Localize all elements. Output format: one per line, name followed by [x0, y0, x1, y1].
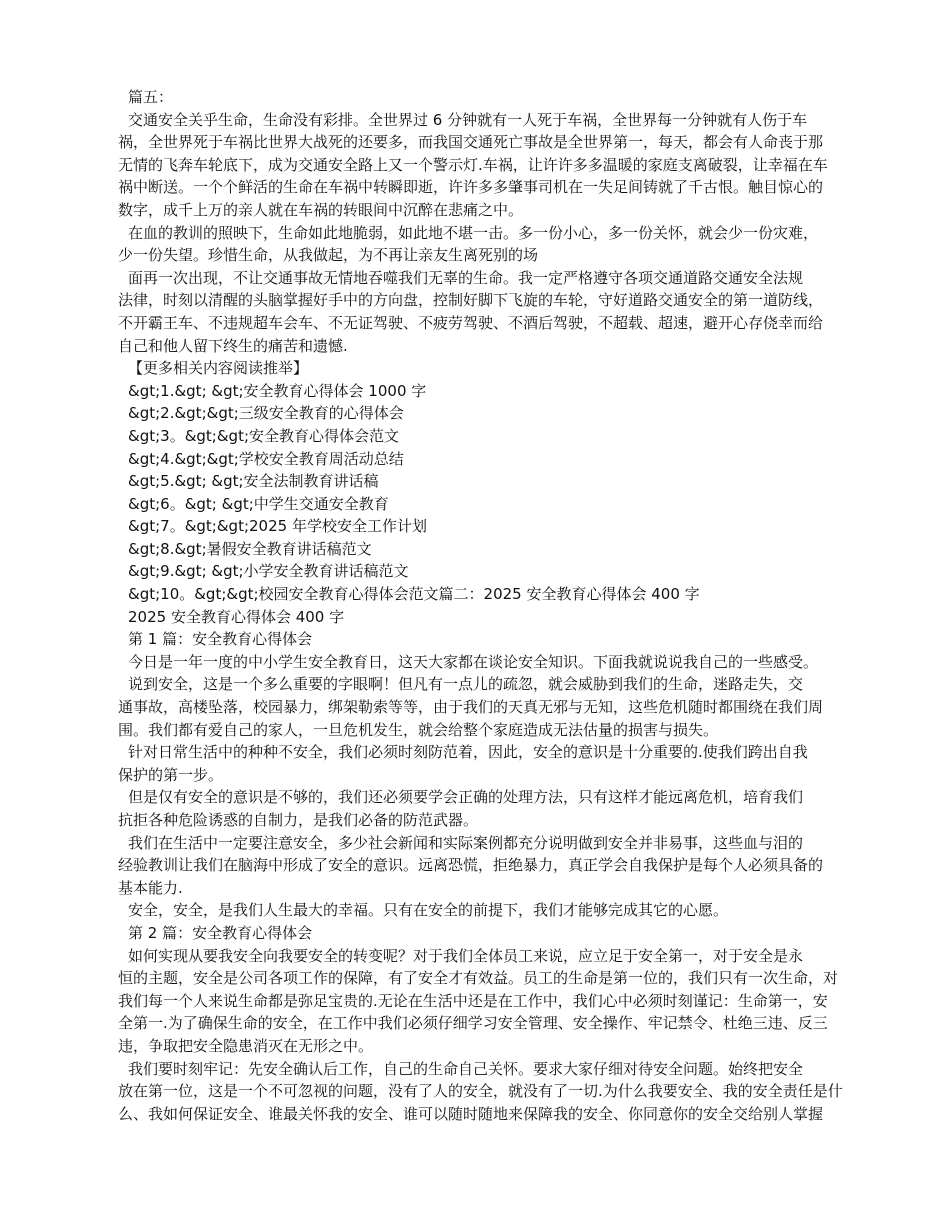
paragraph-line: 违，争取把安全隐患消灭在无形之中。 [118, 1036, 374, 1055]
paragraph-line: 今日是一年一度的中小学生安全教育日，这天大家都在谈论安全知识。下面我就说说我自己的一些感受。 [128, 652, 819, 671]
paragraph-line: 不开霸王车、不违规超车会车、不无证驾驶、不疲劳驾驶、不酒后驾驶，不超载、超速，避开心存侥幸而给 [118, 313, 824, 332]
recommend-link[interactable]: &gt;10。&gt;&gt;校园安全教育心得体会范文篇二：2025 安全教育心得体会 400 字 [128, 585, 700, 604]
paragraph-line: 说到安全，这是一个多么重要的字眼啊！但凡有一点儿的疏忽，就会威胁到我们的生命，迷路走失，交 [128, 675, 804, 694]
recommend-link[interactable]: &gt;1.&gt; &gt;安全教育心得体会 1000 字 [128, 381, 427, 400]
recommend-heading: 【更多相关内容阅读推举】 [128, 359, 309, 378]
paragraph-line: 恒的主题，安全是公司各项工作的保障，有了安全才有效益。员工的生命是第一位的，我们只有一次生命，对 [118, 969, 839, 988]
article-title: 2025 安全教育心得体会 400 字 [128, 607, 345, 626]
paragraph-line: 自己和他人留下终生的痛苦和遗憾. [118, 336, 348, 355]
paragraph-line: 基本能力. [118, 878, 183, 897]
section-heading: 第 2 篇：安全教育心得体会 [128, 923, 313, 942]
section-heading: 第 1 篇：安全教育心得体会 [128, 630, 313, 649]
paragraph-line: 全第一.为了确保生命的安全，在工作中我们必须仔细学习安全管理、安全操作、牢记禁令、杜绝三违、反三 [118, 1014, 828, 1033]
paragraph-line: 么、我如何保证安全、谁最关怀我的安全、谁可以随时随地来保障我的安全、你同意你的安全交给别人掌握 [118, 1104, 824, 1123]
paragraph-line: 围。我们都有爱自己的家人，一旦危机发生，就会给整个家庭造成无法估量的损害与损失。 [118, 720, 719, 739]
recommend-link[interactable]: &gt;4.&gt;&gt;学校安全教育周活动总结 [128, 449, 404, 468]
paragraph-line: 交通安全关乎生命，生命没有彩排。全世界过 6 分钟就有一人死于车祸，全世界每一分钟就有人伤于车 [128, 110, 808, 129]
paragraph-line: 抗拒各种危险诱惑的自制力，是我们必备的防范武器。 [118, 811, 479, 829]
recommend-link[interactable]: &gt;5.&gt; &gt;安全法制教育讲话稿 [128, 472, 379, 491]
paragraph-line: 经验教训让我们在脑海中形成了安全的意识。远离恐慌，拒绝暴力，真正学会自我保护是每个人必须具备的 [118, 856, 824, 875]
paragraph-line: 祸，全世界死于车祸比世界大战死的还要多，而我国交通死亡事故是全世界第一，每天，都会有人命丧于那 [118, 133, 824, 152]
paragraph-line: 我们在生活中一定要注意安全，多少社会新闻和实际案例都充分说明做到安全并非易事，这些血与泪的 [128, 833, 804, 852]
recommend-link[interactable]: &gt;8.&gt;暑假安全教育讲话稿范文 [128, 539, 372, 558]
paragraph-line: 法律，时刻以清醒的头脑掌握好手中的方向盘，控制好脚下飞旋的车轮，守好道路交通安全的第一道防线， [118, 291, 824, 310]
paragraph-line: 我们要时刻牢记：先安全确认后工作，自己的生命自己关怀。要求大家仔细对待安全问题。始终把安全 [128, 1059, 804, 1078]
paragraph-line: 保护的第一步。 [118, 765, 224, 784]
paragraph-line: 如何实现从要我安全向我要安全的转变呢？对于我们全体员工来说，应立足于安全第一，对于安全是永 [128, 946, 804, 965]
paragraph-line: 安全，安全，是我们人生最大的幸福。只有在安全的前提下，我们才能够完成其它的心愿。 [128, 901, 729, 920]
recommend-link[interactable]: &gt;9.&gt; &gt;小学安全教育讲话稿范文 [128, 562, 409, 581]
paragraph-line: 在血的教训的照映下，生命如此地脆弱，如此地不堪一击。多一份小心，多一份关怀，就会少一份灾难， [128, 223, 819, 242]
paragraph-line: 无情的飞奔车轮底下，成为交通安全路上又一个警示灯.车祸，让许许多多温暖的家庭支离破裂，让幸福在车 [118, 155, 828, 174]
recommend-link[interactable]: &gt;7。&gt;&gt;2025 年学校安全工作计划 [128, 517, 427, 536]
recommend-link[interactable]: &gt;3。&gt;&gt;安全教育心得体会范文 [128, 426, 400, 445]
document-body [118, 86, 870, 1125]
paragraph-line: 放在第一位，这是一个不可忽视的问题，没有了人的安全，就没有了一切.为什么我要安全、我的安全责任是什 [118, 1082, 843, 1101]
recommend-link[interactable]: &gt;2.&gt;&gt;三级安全教育的心得体会 [128, 404, 404, 423]
paragraph-line: 祸中断送。一个个鲜活的生命在车祸中转瞬即逝，许许多多肇事司机在一失足间铸就了千古恨。触目惊心的 [118, 178, 824, 197]
paragraph-line: 但是仅有安全的意识是不够的，我们还必须要学会正确的处理方法，只有这样才能远离危机，培育我们 [128, 788, 804, 807]
paragraph-line: 通事故，高楼坠落，校园暴力，绑架勒索等等，由于我们的天真无邪与无知，这些危机随时都围绕在我们周 [118, 698, 824, 717]
section-heading: 篇五： [128, 88, 174, 106]
paragraph-line: 我们每一个人来说生命都是弥足宝贵的.无论在生活中还是在工作中，我们心中必须时刻谨记：生命第一，安 [118, 991, 828, 1010]
recommend-link[interactable]: &gt;6。&gt; &gt;中学生交通安全教育 [128, 494, 389, 513]
paragraph-line: 针对日常生活中的种种不安全，我们必须时刻防范着，因此，安全的意识是十分重要的.使我们跨出自我 [128, 743, 808, 762]
paragraph-line: 数字，成千上万的亲人就在车祸的转眼间中沉醉在悲痛之中。 [118, 200, 524, 219]
paragraph-line: 少一份失望。珍惜生命，从我做起，为不再让亲友生离死别的场 [118, 246, 539, 265]
paragraph-line: 面再一次出现，不让交通事故无情地吞噬我们无辜的生命。我一定严格遵守各项交通道路交通安全法规 [128, 268, 804, 287]
recommend-list [118, 380, 870, 606]
